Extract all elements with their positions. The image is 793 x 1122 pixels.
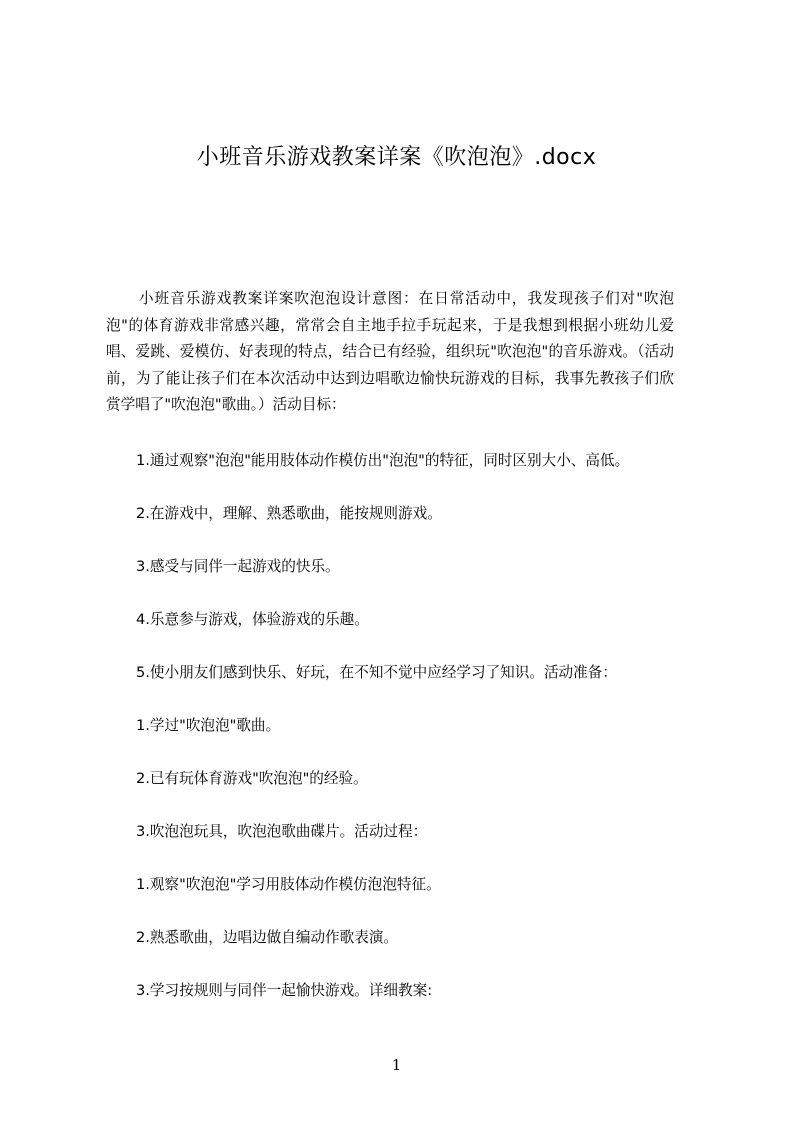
list-item: 3.吹泡泡玩具，吹泡泡歌曲碟片。活动过程： (136, 823, 428, 840)
list-item: 3.感受与同伴一起游戏的快乐。 (136, 558, 340, 575)
intro-paragraph: 小班音乐游戏教案详案吹泡泡设计意图：在日常活动中，我发现孩子们对"吹泡泡"的体育游戏非常感兴趣，常常会自主地手拉手玩起来，于是我想到根据小班幼儿爱唱、爱跳、爱模仿、好表现的特点，结合已有经验，组织玩"吹泡泡"的音乐游戏。（活动前，为了能让孩子们在本次活动中达到边唱歌边愉快玩游戏的目标，我事先教孩子们欣赏学唱了"吹泡泡"歌曲。）活动目标： (106, 290, 674, 413)
list-item: 4.乐意参与游戏，体验游戏的乐趣。 (136, 611, 369, 628)
list-item: 5.使小朋友们感到快乐、好玩，在不知不觉中应经学习了知识。活动准备： (136, 664, 617, 681)
list-item: 2.已有玩体育游戏"吹泡泡"的经验。 (136, 770, 368, 787)
list-item: 2.熟悉歌曲，边唱边做自编动作歌表演。 (136, 929, 399, 946)
list-item: 1.学过"吹泡泡"歌曲。 (136, 717, 281, 734)
page-number: 1 (391, 1056, 402, 1074)
document-title: 小班音乐游戏教案详案《吹泡泡》.docx (196, 145, 597, 170)
list-item: 3.学习按规则与同伴一起愉快游戏。详细教案: (136, 982, 433, 999)
list-item: 2.在游戏中，理解、熟悉歌曲，能按规则游戏。 (136, 505, 442, 522)
list-item: 1.观察"吹泡泡"学习用肢体动作模仿泡泡特征。 (136, 876, 441, 893)
list-item: 1.通过观察"泡泡"能用肢体动作模仿出"泡泡"的特征，同时区别大小、高低。 (136, 452, 630, 469)
